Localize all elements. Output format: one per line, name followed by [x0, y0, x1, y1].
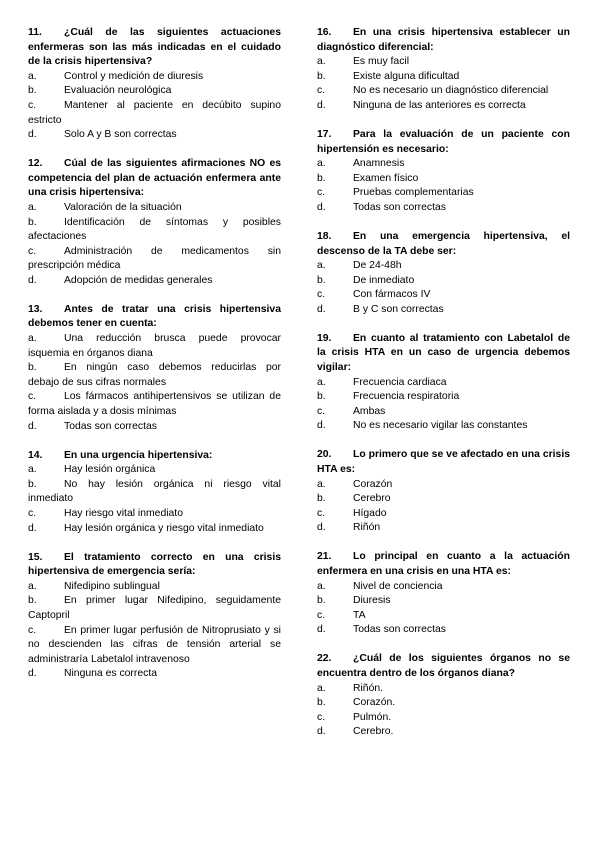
answer-option — [317, 201, 570, 216]
question-stem — [317, 652, 570, 681]
option-letter: c. — [28, 99, 37, 111]
question-stem — [28, 303, 281, 332]
question-12 — [28, 157, 281, 288]
question-stem — [317, 26, 570, 55]
option-text: B y C son correctas — [353, 303, 444, 315]
option-letter: b. — [28, 478, 37, 490]
question-19 — [317, 332, 570, 434]
option-text: Los fármacos antihipertensivos se utilizan de forma aislada y a dosis mínimas — [28, 391, 281, 418]
option-letter: c. — [317, 187, 326, 199]
answer-option — [317, 99, 570, 114]
option-text: Hay lesión orgánica y riesgo vital inmediato — [64, 522, 264, 534]
option-text: Valoración de la situación — [64, 201, 182, 213]
option-letter: a. — [317, 56, 326, 68]
option-text: Es muy facil — [353, 56, 410, 68]
option-letter: b. — [317, 697, 326, 709]
question-21 — [317, 550, 570, 638]
question-stem — [28, 157, 281, 201]
question-17 — [317, 128, 570, 216]
option-text: Diuresis — [353, 595, 391, 607]
answer-option — [317, 405, 570, 420]
answer-option — [28, 624, 281, 668]
answer-option — [28, 99, 281, 128]
question-number: 17. — [317, 128, 332, 140]
question-number: 22. — [317, 653, 332, 665]
answer-option — [317, 419, 570, 434]
answer-option — [28, 580, 281, 595]
question-14 — [28, 449, 281, 537]
question-18 — [317, 230, 570, 318]
answer-option — [317, 259, 570, 274]
question-text: En una emergencia hipertensiva, el descenso de la TA debe ser: — [317, 230, 570, 257]
option-text: Evaluación neurológica — [64, 85, 172, 97]
option-text: Con fármacos IV — [353, 289, 431, 301]
option-letter: b. — [317, 70, 326, 82]
option-letter: d. — [28, 668, 37, 680]
option-letter: b. — [317, 391, 326, 403]
option-text: Nivel de conciencia — [353, 580, 443, 592]
question-text: El tratamiento correcto en una crisis hipertensiva de emergencia sería: — [28, 551, 281, 578]
answer-option — [317, 274, 570, 289]
option-letter: d. — [28, 522, 37, 534]
option-text: Administración de medicamentos sin prescripción médica — [28, 245, 281, 272]
option-letter: a. — [317, 376, 326, 388]
option-text: En primer lugar Nifedipino, seguidamente Captopril — [28, 595, 281, 621]
answer-option — [28, 245, 281, 274]
answer-option — [317, 55, 570, 70]
answer-option — [317, 186, 570, 201]
left-column — [28, 26, 281, 696]
option-text: Hay lesión orgánica — [64, 464, 156, 476]
answer-option — [28, 274, 281, 289]
question-text: En cuanto al tratamiento con Labetalol de la crisis HTA en un caso de urgencia debemos vigilar: — [317, 332, 570, 374]
option-letter: c. — [28, 624, 37, 636]
right-column — [317, 26, 570, 754]
option-letter: c. — [28, 507, 37, 519]
option-text: Examen físico — [353, 172, 419, 184]
answer-option — [317, 623, 570, 638]
answer-option — [317, 521, 570, 536]
question-20 — [317, 448, 570, 536]
question-text: Lo principal en cuanto a la actuación enfermera en una crisis en una HTA es: — [317, 551, 570, 577]
question-text: En una urgencia hipertensiva: — [64, 449, 213, 461]
option-text: Corazón — [353, 478, 393, 490]
option-text: Una reducción brusca puede provocar isquemia en órganos diana — [28, 333, 281, 359]
option-letter: a. — [28, 70, 37, 82]
option-text: De 24-48h — [353, 260, 402, 272]
option-text: Nifedipino sublingual — [64, 580, 160, 592]
option-letter: a. — [28, 333, 37, 345]
answer-option — [317, 84, 570, 99]
question-number: 18. — [317, 230, 332, 242]
option-letter: d. — [317, 420, 326, 432]
option-text: Hígado — [353, 507, 387, 519]
option-letter: a. — [28, 201, 37, 213]
option-letter: a. — [317, 260, 326, 272]
question-text: Cúal de las siguientes afirmaciones NO es competencia del plan de actuación enfermera ante una crisis hipertensiva: — [28, 158, 281, 199]
option-text: Control y medición de diuresis — [64, 70, 204, 82]
option-text: En primer lugar perfusión de Nitroprusiato y si no descienden las cifras de tensión arterial se administraría Labetalol intravenoso — [28, 624, 281, 665]
answer-option — [28, 420, 281, 435]
question-number: 19. — [317, 332, 332, 344]
option-text: En ningún caso debemos reducirlas por debajo de sus cifras normales — [28, 362, 281, 388]
question-stem — [317, 128, 570, 157]
option-text: Identificación de síntomas y posibles afectaciones — [28, 216, 281, 243]
question-stem — [28, 551, 281, 580]
option-letter: d. — [317, 201, 326, 213]
answer-option — [317, 696, 570, 711]
question-number: 12. — [28, 158, 43, 170]
answer-option — [317, 303, 570, 318]
option-letter: d. — [317, 522, 326, 534]
answer-option — [317, 157, 570, 172]
answer-option — [28, 522, 281, 537]
question-stem — [317, 550, 570, 579]
question-11 — [28, 26, 281, 143]
question-number: 21. — [317, 551, 332, 563]
answer-option — [28, 478, 281, 507]
answer-option — [317, 725, 570, 740]
question-number: 14. — [28, 449, 43, 461]
option-text: Todas son correctas — [353, 201, 446, 213]
answer-option — [28, 70, 281, 85]
option-text: Todas son correctas — [353, 624, 446, 636]
question-text: Para la evaluación de un paciente con hipertensión es necesario: — [317, 128, 570, 155]
answer-option — [28, 128, 281, 143]
question-number: 15. — [28, 551, 43, 563]
question-22 — [317, 652, 570, 740]
option-letter: b. — [317, 595, 326, 607]
option-letter: d. — [317, 624, 326, 636]
option-letter: d. — [317, 303, 326, 315]
option-text: Ninguna es correcta — [64, 668, 157, 680]
question-text: Antes de tratar una crisis hipertensiva debemos tener en cuenta: — [28, 303, 281, 330]
question-stem — [317, 332, 570, 376]
option-letter: c. — [317, 711, 326, 723]
answer-option — [317, 580, 570, 595]
option-letter: b. — [317, 493, 326, 505]
option-letter: c. — [317, 85, 326, 97]
option-letter: d. — [317, 99, 326, 111]
option-letter: b. — [317, 172, 326, 184]
answer-option — [28, 84, 281, 99]
answer-option — [28, 201, 281, 216]
answer-option — [317, 172, 570, 187]
answer-option — [28, 667, 281, 682]
question-text: En una crisis hipertensiva establecer un diagnóstico diferencial: — [317, 27, 570, 53]
question-stem — [317, 230, 570, 259]
question-16 — [317, 26, 570, 114]
answer-option — [317, 507, 570, 522]
option-letter: d. — [28, 129, 37, 141]
answer-option — [317, 70, 570, 85]
answer-option — [28, 594, 281, 623]
option-letter: c. — [317, 405, 326, 417]
answer-option — [28, 332, 281, 361]
option-text: Anamnesis — [353, 158, 405, 170]
option-letter: a. — [28, 580, 37, 592]
answer-option — [28, 390, 281, 419]
option-letter: b. — [28, 85, 37, 97]
question-stem — [317, 448, 570, 477]
option-text: Frecuencia cardiaca — [353, 376, 447, 388]
option-letter: b. — [28, 362, 37, 374]
question-number: 13. — [28, 303, 43, 315]
answer-option — [317, 288, 570, 303]
option-text: Hay riesgo vital inmediato — [64, 507, 183, 519]
question-number: 16. — [317, 27, 332, 38]
option-letter: c. — [317, 289, 326, 301]
option-text: No es necesario un diagnóstico diferencial — [353, 85, 549, 97]
answer-option — [28, 507, 281, 522]
option-text: Corazón. — [353, 697, 396, 709]
option-text: De inmediato — [353, 274, 415, 286]
option-text: No hay lesión orgánica ni riesgo vital inmediato — [28, 478, 281, 505]
answer-option — [317, 594, 570, 609]
option-text: Cerebro. — [353, 726, 394, 738]
option-letter: a. — [317, 580, 326, 592]
option-letter: c. — [317, 507, 326, 519]
question-number: 11. — [28, 27, 42, 38]
answer-option — [317, 609, 570, 624]
option-text: Pulmón. — [353, 711, 392, 723]
option-letter: b. — [28, 595, 37, 607]
option-text: Riñón. — [353, 682, 384, 694]
option-letter: b. — [317, 274, 326, 286]
answer-option — [317, 376, 570, 391]
option-letter: a. — [317, 158, 326, 170]
option-text: Solo A y B son correctas — [64, 129, 177, 141]
option-letter: a. — [317, 682, 326, 694]
option-text: Frecuencia respiratoria — [353, 391, 460, 403]
option-text: Todas son correctas — [64, 420, 157, 432]
question-text: Lo primero que se ve afectado en una crisis HTA es: — [317, 449, 570, 475]
answer-option — [317, 492, 570, 507]
question-text: ¿Cuál de los siguientes órganos no se encuentra dentro de los órganos diana? — [317, 653, 570, 679]
question-stem — [28, 26, 281, 70]
option-text: Riñón — [353, 522, 381, 534]
question-15 — [28, 551, 281, 682]
option-letter: d. — [317, 726, 326, 738]
option-text: Ninguna de las anteriores es correcta — [353, 99, 526, 111]
option-text: Cerebro — [353, 493, 391, 505]
option-letter: a. — [317, 478, 326, 490]
option-text: TA — [353, 609, 366, 621]
option-letter: c. — [28, 391, 37, 403]
answer-option — [317, 478, 570, 493]
answer-option — [28, 361, 281, 390]
option-text: Adopción de medidas generales — [64, 274, 213, 286]
option-letter: d. — [28, 274, 37, 286]
answer-option — [317, 390, 570, 405]
option-text: Ambas — [353, 405, 386, 417]
answer-option — [28, 463, 281, 478]
option-text: Existe alguna dificultad — [353, 70, 460, 82]
option-letter: a. — [28, 464, 37, 476]
question-number: 20. — [317, 449, 332, 461]
option-text: Mantener al paciente en decúbito supino estricto — [28, 99, 281, 126]
option-letter: c. — [28, 245, 37, 257]
answer-option — [317, 682, 570, 697]
question-13 — [28, 303, 281, 434]
option-text: No es necesario vigilar las constantes — [353, 420, 528, 432]
answer-option — [317, 711, 570, 726]
option-letter: b. — [28, 216, 37, 228]
option-letter: d. — [28, 420, 37, 432]
question-stem — [28, 449, 281, 464]
option-text: Pruebas complementarias — [353, 187, 474, 199]
answer-option — [28, 216, 281, 245]
question-text: ¿Cuál de las siguientes actuaciones enfermeras son las más indicadas en el cuidado de la crisis hipertensiva? — [28, 27, 281, 68]
option-letter: c. — [317, 609, 326, 621]
